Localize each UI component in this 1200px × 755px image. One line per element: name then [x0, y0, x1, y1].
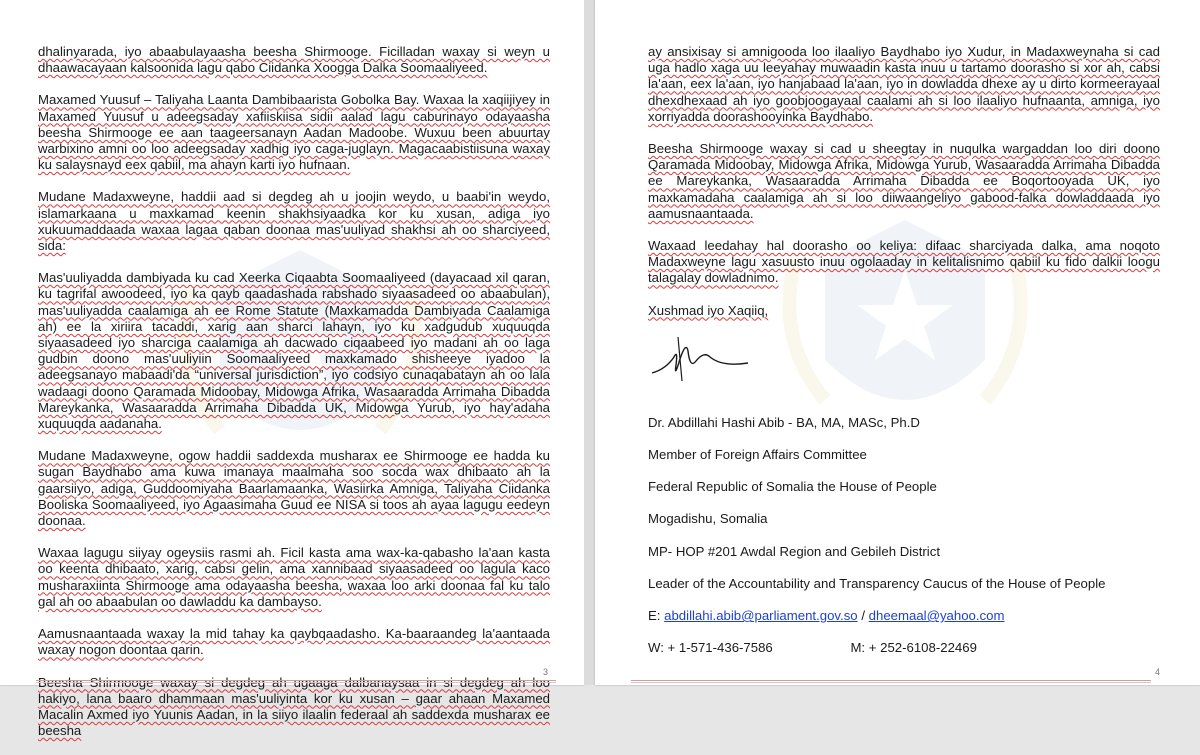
- signatory-location: Mogadishu, Somalia: [648, 511, 768, 527]
- footer-rule: [631, 680, 1151, 681]
- footer-rule: [36, 682, 556, 683]
- footer-rule: [631, 682, 1151, 683]
- body-paragraph: Mudane Madaxweyne, haddii aad si degdeg ah u joojin weydo, u baabi'in weydo, islamarkaana u maxkamad keenin shakhsiyaadka kor ku xusan, adiga iyo xukuumaddaada waxaa lagaa qaban doonaa mas'uuliyad shakhsi ah oo sharciyeed, sida:: [38, 189, 550, 254]
- signature-area: [648, 319, 1160, 415]
- email-link-parliament[interactable]: abdillahi.abib@parliament.gov.so: [664, 608, 858, 624]
- page-number: 3: [543, 667, 549, 677]
- body-paragraph: hakiyo, lana baaro dhammaan mas'uuliyinta kor ku xusan – gaar ahaan Maxamed Macalin Axmed iyo Yuunis Aadan, in la siiyo ilaalin federaal ah saddexda musharax ee beesha: [38, 690, 550, 739]
- signatory-caucus: Leader of the Accountability and Transparency Caucus of the House of People: [648, 575, 1106, 591]
- signatory-name: Dr. Abdillahi Hashi Abib - BA, MA, MASc, Ph.D: [648, 414, 920, 430]
- body-paragraph: Waxaad leedahay hal doorasho oo keliya: difaac sharciyada dalka, ama noqoto Madaxweyne lagu xasuusto inuu ogolaaday in kelitalisnimo qabiil ku fido dalkii loogu talagalay dowladnimo.: [648, 238, 1160, 286]
- body-paragraph: ay ansixisay si amnigooda loo ilaaliyo Baydhabo iyo Xudur, in Madaxweynaha si cad uga hadlo xaga uu leeyahay muwaadin kasta inuu u tartamo doorasho si xor ah, cabsi la'aan, eex la'aan, iyo hanjabaad la'aan, iyo in dowladda dhexe ay u dirto kormeerayaal dhexdhexaad ah iyo goobjoogayaal caalami ah si loo ilaaliyo hufnaanta, amniga, iyo xorriyadda doorashooyinka Baydhabo.: [648, 44, 1160, 124]
- body-paragraph: Aamusnaantaada waxay la mid tahay ka qaybqaadasho. Ka-baaraandeg la'aantaada waxay nogon doontaa qarin.: [38, 626, 550, 658]
- signatory-title: Member of Foreign Affairs Committee: [648, 447, 867, 463]
- signatory-district: MP- HOP #201 Awdal Region and Gebileh District: [648, 543, 940, 559]
- body-paragraph: Mas'uuliyadda dambiyada ku cad Xeerka Ciqaabta Soomaaliyeed (dayacaad xil qaran, ku tagrifal awoodeed, iyo ka qayb qaadashada rabshado siyaasadeed oo abaabulan), mas'uuliyadda caalamiga ah ee Rome Statute (Maxkamadda Dambiyada Caalamiga ah) ee la xiriira tacaddi, xarig aan sharci lahayn, iyo ku xadgudub xuquuqda siyaasadeed iyo sharciga caalamiga ah dacwado ciqaabeed iyo madani ah oo laga gudbin doono mas'uuliyiin Soomaaliyeed maxkamado shisheeye iyadoo la adeegsanayo mabaadi'da “universal jurisdiction”, iyo codsiyo cunaqabatayn ah oo lala wadaagi doono Qaramada Midoobay, Midowga Afrika, Wasaaradda Arrimaha Dibadda Mareykanka, Wasaaradda Arrimaha Dibadda UK, Midowga Yurub, iyo hay'adaha xuquuqda aadanaha.: [38, 270, 550, 432]
- email-link-yahoo[interactable]: dheemaal@yahoo.com: [868, 608, 1005, 624]
- page-4-body: [648, 44, 1160, 672]
- signatory-organization: Federal Republic of Somalia the House of People: [648, 479, 937, 495]
- body-paragraph: dhalinyarada, iyo abaabulayaasha beesha Shirmooge. Ficilladan waxay si weyn u dhaawacayaan kalsoonida lagu qabo Ciidanka Xoogga Dalka Soomaaliyeed.: [38, 44, 550, 76]
- page-3-body: [38, 44, 550, 755]
- body-paragraph: Mudane Madaxweyne, ogow haddii saddexda musharax ee Shirmooge ee hadda ku sugan Baydhabo ama kuwa imanaya maalmaha soo socda wax dhibaato ah la gaarsiiyo, adiga, Guddoomiyaha Baarlamaanka, Wasiirka Amniga, Taliyaha Ciidanka Booliska Soomaaliyeed, iyo Agaasimaha Guud ee NISA si toos ah ayaa lagugu eedeyn doonaa.: [38, 448, 550, 529]
- body-paragraph: Beesha Shirmooge waxay si cad u sheegtay in nuqulka wargaddan loo diri doono Qaramada Midoobay, Midowga Afrika, Midowga Yurub, Wasaaradda Arrimaha Dibadda ee Mareykanka, Wasaaradda Arrimaha Dibadda ee Boqortooyada UK, iyo maxkamadaha caalamiga ah si loo diiwaangeliyo gabood-falka dowladdaada iyo aamusnaantaada.: [648, 141, 1160, 221]
- footer-rule: [36, 680, 556, 681]
- page-number: 4: [1155, 667, 1161, 677]
- body-paragraph: Waxaa lagugu siiyay ogeysiis rasmi ah. Ficil kasta ama wax-ka-qabasho la'aan kasta oo keenta dhibaato, xarig, cabsi gelin, ama xannibaad siyaasadeed oo lagula kaco musharaxiinta Shirmooge ama odayaasha beesha, waxaa loo arki doonaa fal ku talo gal ah oo abaabulan oo dawladdu ka dambayso.: [38, 545, 550, 609]
- document-page-4: [595, 0, 1200, 685]
- mobile-phone: M: + 252-6108-22469: [850, 640, 977, 656]
- body-paragraph: Maxamed Yuusuf – Taliyaha Laanta Dambibaarista Gobolka Bay. Waxaa la xaqiijiyey in Maxamed Yuusuf u adeegsaday xafiiskiisa sidii aalad lagu caburinayo odayaasha beesha Shirmooge ee aan taageersanayn Aadan Madoobe. Wuxuu been abuurtay warbixino amni oo loo adeegsaday xadhig iyo caga-juglayn. Magacaabistiisuna waxay ku salaysnayd eex qabiil, ma ahayn karti iyo hufnaan.: [38, 92, 550, 173]
- closing-line: Xushmad iyo Xaqiiq,: [648, 302, 769, 318]
- handwritten-signature: [648, 329, 758, 389]
- document-page-3: [0, 0, 584, 739]
- email-label: E:: [648, 608, 661, 624]
- work-phone: W: + 1-571-436-7586: [648, 640, 773, 656]
- phone-line: [648, 640, 1160, 656]
- email-separator: /: [861, 608, 865, 624]
- page-gap: [584, 0, 595, 685]
- email-line: [648, 608, 1160, 624]
